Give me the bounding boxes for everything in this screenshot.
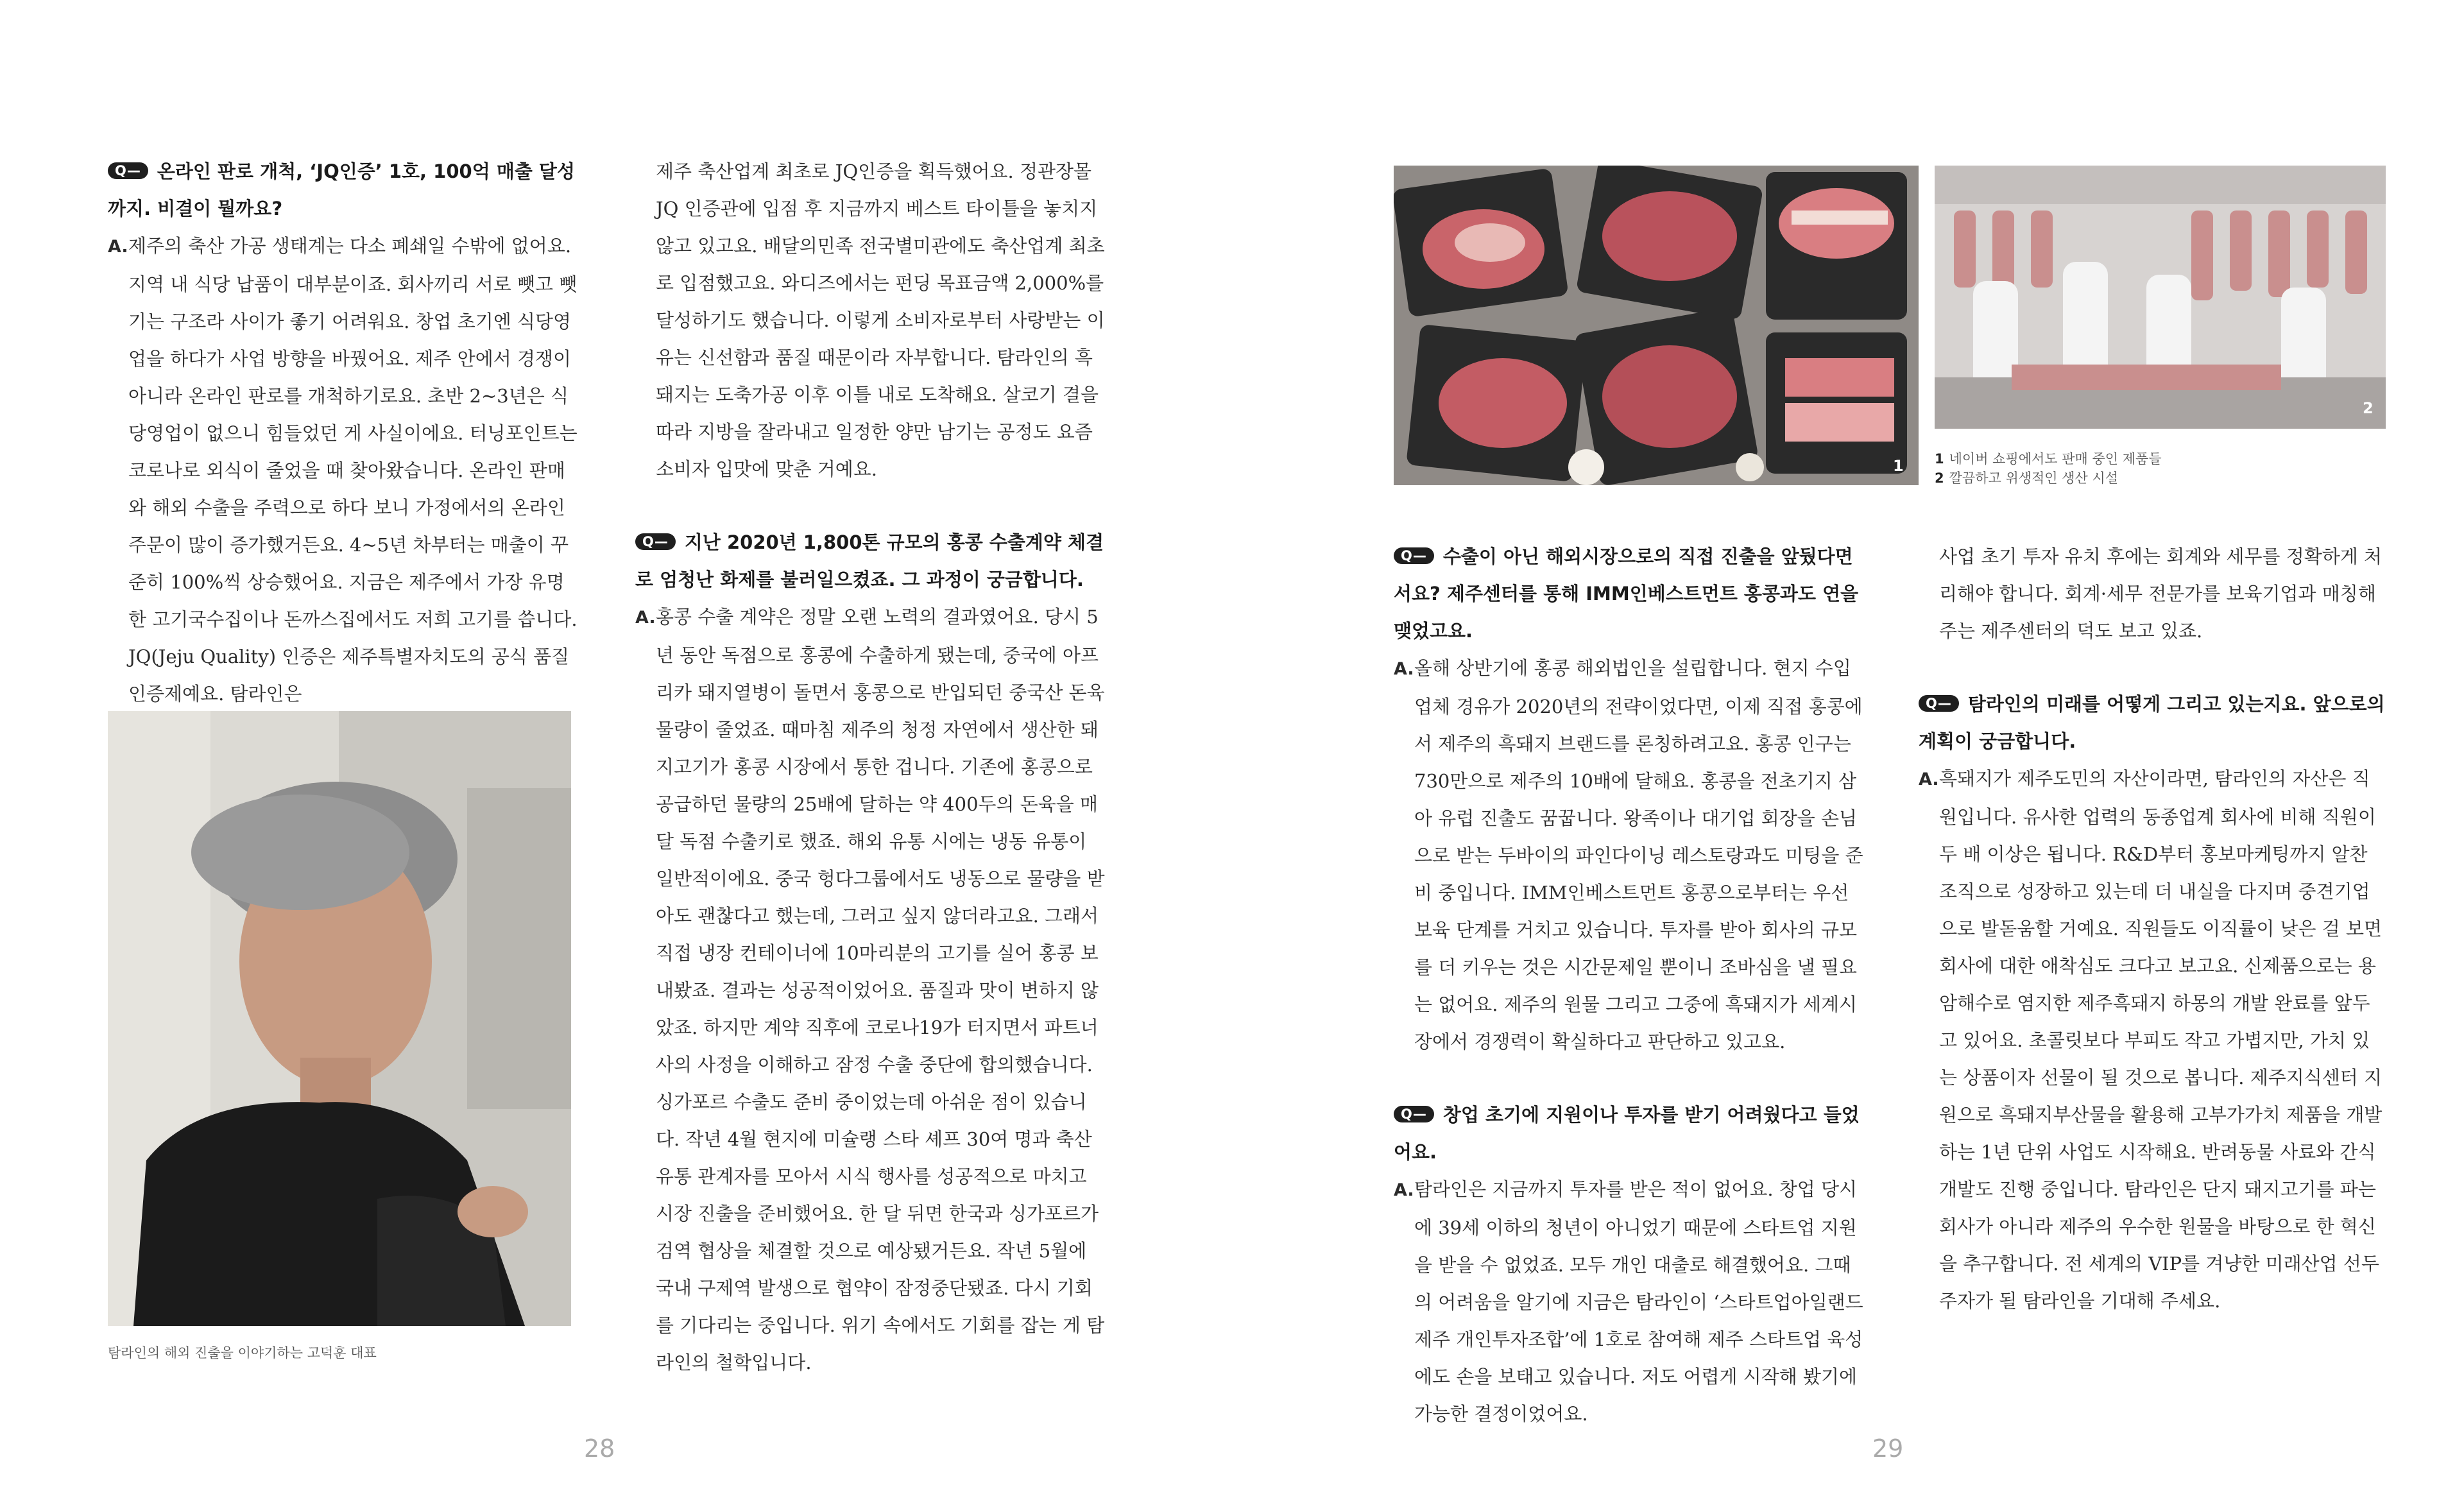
question-tag: Q—	[108, 162, 148, 179]
question-tag: Q—	[1919, 695, 1959, 712]
caption-2: 2 깔끔하고 위생적인 생산 시설	[1935, 470, 2119, 486]
answer-paragraph: A.홍콩 수출 계약은 정말 오랜 노력의 결과였어요. 당시 5년 동안 독점으로 홍콩에 수출하게 됐는데, 중국에 아프리카 돼지열병이 돌면서 홍콩으로 반입되던 중국산 돈육 물량이 줄었죠. 때마침 제주의 청정 자연에서 생산한 돼지고기가 홍콩 시장에서 통한 겁니다. 기존에 홍콩으로 공급하던 물량의 25배에 달하는 약 400두의 돈육을 매달 독점 수출키로 했죠. 해외 유통 시에는 냉동 유통이 일반적이에요. 중국 헝다그룹에서도 냉동으로 물량을 받아도 괜찮다고 했는데, 그러고 싶지 않더라고요. 그래서 직접 냉장 컨테이너에 10마리분의 고기를 실어 홍콩 보내봤죠. 결과는 성공적이었어요. 품질과 맛이 변하지 않았죠. 하지만 계약 직후에 코로나19가 터지면서 파트너사의 사정을 이해하고 잠정 수출 중단에 합의했습니다.	[635, 598, 1107, 1083]
question-tag: Q—	[635, 533, 676, 550]
question-heading: Q— 지난 2020년 1,800톤 규모의 홍콩 수출계약 체결로 엄청난 화제를 불러일으켰죠. 그 과정이 궁금합니다.	[635, 531, 1104, 590]
answer-paragraph-2: 싱가포르 수출도 준비 중이었는데 아쉬운 점이 있습니다. 작년 4월 현지에 미슐랭 스타 셰프 30여 명과 축산유통 관계자를 모아서 시식 행사를 성공적으로 마치고 시장 진출을 준비했어요. 한 달 뒤면 한국과 싱가포르가 검역 협상을 체결할 것으로 예상됐거든요. 작년 5월에 국내 구제역 발생으로 협약이 잠정중단됐죠. 다시 기회를 기다리는 중입니다. 위기 속에서도 기회를 잡는 게 탐라인의 철학입니다.	[656, 1091, 1105, 1373]
meat-products-photo	[1394, 166, 1919, 485]
production-facility-illustration	[1935, 166, 2386, 429]
question-heading: Q— 수출이 아닌 해외시장으로의 직접 진출을 앞뒀다면서요? 제주센터를 통해 IMM인베스트먼트 홍콩과도 연을 맺었고요.	[1394, 546, 1859, 642]
answer-label: A.	[1919, 769, 1939, 789]
ceo-photo-caption: 탐라인의 해외 진출을 이야기하는 고덕훈 대표	[108, 1345, 377, 1361]
answer-label: A.	[1394, 659, 1414, 679]
answer-paragraph: A.제주의 축산 가공 생태계는 다소 폐쇄일 수밖에 없어요. 지역 내 식당 납품이 대부분이죠. 회사끼리 서로 뺏고 뺏기는 구조라 사이가 좋기 어려워요. 창업 초기엔 식당영업을 하다가 사업 방향을 바꿨어요. 제주 안에서 경쟁이 아니라 온라인 판로를 개척하기로요. 초반 2~3년은 식당영업이 없으니 힘들었던 게 사실이에요. 터닝포인트는 코로나로 외식이 줄었을 때 찾아왔습니다. 온라인 판매와 해외 수출을 주력으로 하다 보니 가정에서의 온라인 주문이 많이 증가했거든요. 4~5년 차부터는 매출이 꾸준히 100%씩 상승했어요. 지금은 제주에서 가장 유명한 고기국수집이나 돈까스집에서도 저희 고기를 씁니다. JQ(Jeju Quality) 인증은 제주특별자치도의 공식 품질인증제예요. 탐라인은	[108, 227, 579, 712]
question-heading: Q— 창업 초기에 지원이나 투자를 받기 어려웠다고 들었어요.	[1394, 1104, 1860, 1163]
question-tag: Q—	[1394, 547, 1434, 564]
caption-1: 1 네이버 쇼핑에서도 판매 중인 제품들	[1935, 451, 2162, 467]
answer-label: A.	[635, 608, 656, 628]
answer-label: A.	[108, 237, 128, 257]
answer-label: A.	[1394, 1180, 1414, 1200]
photo-number-1: 1	[1893, 457, 1904, 475]
question-tag: Q—	[1394, 1106, 1434, 1122]
right-column-1	[1394, 538, 1865, 1432]
right-column-2	[1919, 538, 2386, 1320]
answer-continuation: 사업 초기 투자 유치 후에는 회계와 세무를 정확하게 처리해야 합니다. 회계·세무 전문가를 보육기업과 매칭해 주는 제주센터의 덕도 보고 있죠.	[1939, 546, 2383, 642]
photo-number-2: 2	[2363, 399, 2374, 417]
page-number-left: 28	[584, 1434, 615, 1463]
page-number-right: 29	[1872, 1434, 1904, 1463]
question-heading: Q— 탐라인의 미래를 어떻게 그리고 있는지요. 앞으로의 계획이 궁금합니다.	[1919, 693, 2385, 752]
question-heading: Q— 온라인 판로 개척, ‘JQ인증’ 1호, 100억 매출 달성까지. 비결이 뭘까요?	[108, 160, 575, 219]
left-column-2	[635, 153, 1107, 1381]
production-facility-photo	[1935, 166, 2386, 429]
photo-captions	[1935, 449, 2386, 488]
answer-paragraph: A.흑돼지가 제주도민의 자산이라면, 탐라인의 자산은 직원입니다. 유사한 업력의 동종업계 회사에 비해 직원이 두 배 이상은 됩니다. R&D부터 홍보마케팅까지 알찬 조직으로 성장하고 있는데 더 내실을 다지며 중견기업으로 발돋움할 거예요. 직원들도 이직률이 낮은 걸 보면 회사에 대한 애착심도 크다고 보고요. 신제품으로는 용암해수로 염지한 제주흑돼지 하몽의 개발 완료를 앞두고 있어요. 초콜릿보다 부피도 작고 가볍지만, 가치 있는 상품이자 선물이 될 것으로 봅니다. 제주지식센터 지원으로 흑돼지부산물을 활용해 고부가가치 제품을 개발하는 1년 단위 사업도 시작해요. 반려동물 사료와 간식 개발도 진행 중입니다. 탐라인은 단지 돼지고기를 파는 회사가 아니라 제주의 우수한 원물을 바탕으로 한 혁신을 추구합니다. 전 세계의 VIP를 겨냥한 미래산업 선두 주자가 될 탐라인을 기대해 주세요.	[1919, 760, 2386, 1320]
ceo-portrait-illustration	[108, 711, 571, 1326]
meat-products-illustration	[1394, 166, 1919, 485]
left-column-1	[108, 153, 579, 712]
answer-paragraph: A.탐라인은 지금까지 투자를 받은 적이 없어요. 창업 당시에 39세 이하의 청년이 아니었기 때문에 스타트업 지원을 받을 수 없었죠. 모두 개인 대출로 해결했어요. 그때의 어려움을 알기에 지금은 탐라인이 ‘스타트업아일랜드 제주 개인투자조합’에 1호로 참여해 제주 스타트업 육성에도 손을 보태고 있습니다. 저도 어렵게 시작해 봤기에 가능한 결정이었어요.	[1394, 1171, 1865, 1432]
answer-paragraph: A.올해 상반기에 홍콩 해외법인을 설립합니다. 현지 수입업체 경유가 2020년의 전략이었다면, 이제 직접 홍콩에서 제주의 흑돼지 브랜드를 론칭하려고요. 홍콩 인구는 730만으로 제주의 10배에 달해요. 홍콩을 전초기지 삼아 유럽 진출도 꿈꿉니다. 왕족이나 대기업 회장을 손님으로 받는 두바이의 파인다이닝 레스토랑과도 미팅을 준비 중입니다. IMM인베스트먼트 홍콩으로부터는 우선 보육 단계를 거치고 있습니다. 투자를 받아 회사의 규모를 더 키우는 것은 시간문제일 뿐이니 조바심을 낼 필요는 없어요. 제주의 원물 그리고 그중에 흑돼지가 세계시장에서 경쟁력이 확실하다고 판단하고 있고요.	[1394, 649, 1865, 1060]
answer-continuation: 제주 축산업계 최초로 JQ인증을 획득했어요. 정관장몰 JQ 인증관에 입점 후 지금까지 베스트 타이틀을 놓치지 않고 있고요. 배달의민족 전국별미관에도 축산업계 최초로 입점했고요. 와디즈에서는 펀딩 목표금액 2,000%를 달성하기도 했습니다. 이렇게 소비자로부터 사랑받는 이유는 신선함과 품질 때문이라 자부합니다. 탐라인의 흑돼지는 도축가공 이후 이틀 내로 도착해요. 살코기 결을 따라 지방을 잘라내고 일정한 양만 남기는 공정도 요즘 소비자 입맛에 맞춘 거예요.	[656, 160, 1105, 480]
ceo-photo	[108, 711, 571, 1326]
